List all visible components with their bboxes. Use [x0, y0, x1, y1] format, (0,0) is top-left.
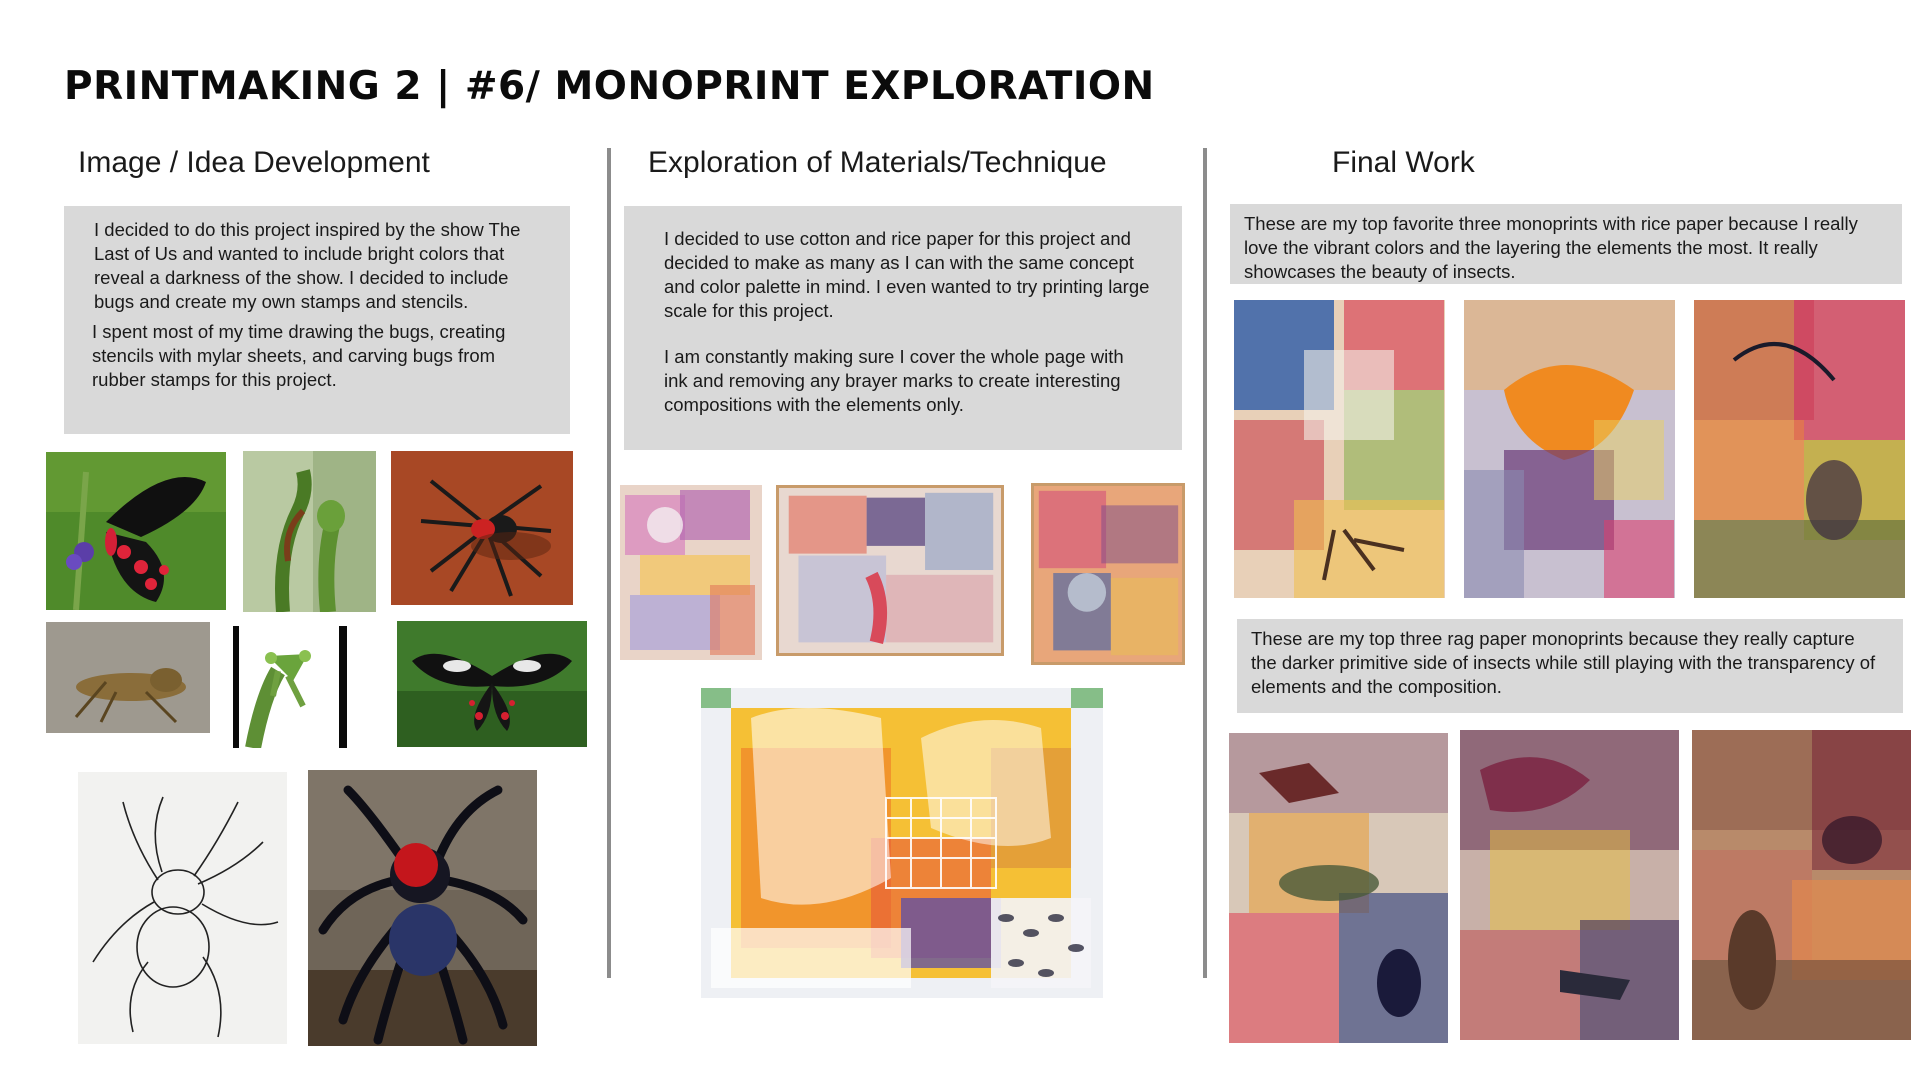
idea-text-box — [64, 206, 570, 434]
materials-text-box — [624, 206, 1182, 450]
final-caption-bottom-box — [1237, 619, 1903, 713]
column-divider-left — [607, 148, 611, 978]
final-caption-top-box — [1230, 204, 1902, 284]
column-divider-right — [1203, 148, 1207, 978]
final-caption-bottom: These are my top three rag paper monoprints because they really capture the darker primitive side of insects while still playing with the transparency of elements and the composition. — [1251, 628, 1876, 697]
test-print-2 — [776, 485, 1004, 656]
heading-materials-technique: Exploration of Materials/Technique — [648, 146, 1107, 179]
test-print-3 — [1031, 483, 1185, 665]
red-spider-photo — [391, 451, 573, 605]
test-print-1 — [620, 485, 762, 660]
heading-idea-development: Image / Idea Development — [78, 146, 430, 179]
rag-paper-print-2 — [1460, 730, 1679, 1040]
rice-paper-print-2 — [1464, 300, 1675, 598]
butterfly-photo — [46, 452, 226, 610]
idea-paragraph-1: I decided to do this project inspired by the show The Last of Us and wanted to include bright colors that reveal a darkness of the show. I decided to include bugs and create my own stamps and stencils. — [94, 219, 521, 312]
swallowtail-photo — [397, 621, 587, 747]
rice-paper-print-3 — [1694, 300, 1905, 598]
rag-paper-print-3 — [1692, 730, 1911, 1040]
mouse-spider-photo — [308, 770, 537, 1046]
materials-paragraph-2: I am constantly making sure I cover the whole page with ink and removing any brayer marks to create interesting compositions with the elements only. — [664, 346, 1124, 415]
large-scale-print — [701, 688, 1103, 998]
page-title: PRINTMAKING 2 | #6/ MONOPRINT EXPLORATION — [64, 64, 1155, 109]
rice-paper-print-1 — [1234, 300, 1445, 598]
mantis-closeup-photo — [233, 626, 347, 748]
final-caption-top: These are my top favorite three monoprints with rice paper because I really love the vibrant colors and the layering the elements the most. It really showcases the beauty of insects. — [1244, 213, 1858, 282]
rag-paper-print-1 — [1229, 733, 1448, 1043]
heading-final-work: Final Work — [1332, 146, 1475, 179]
mantis-photo — [243, 451, 376, 612]
materials-paragraph-1: I decided to use cotton and rice paper for this project and decided to make as many as I can with the same concept and color palette in mind. I even wanted to try printing large scale for this project. — [664, 228, 1150, 321]
grasshopper-photo — [46, 622, 210, 733]
idea-paragraph-2: I spent most of my time drawing the bugs, creating stencils with mylar sheets, and carving bugs from rubber stamps for this project. — [92, 321, 506, 390]
spider-drawing — [78, 772, 287, 1044]
